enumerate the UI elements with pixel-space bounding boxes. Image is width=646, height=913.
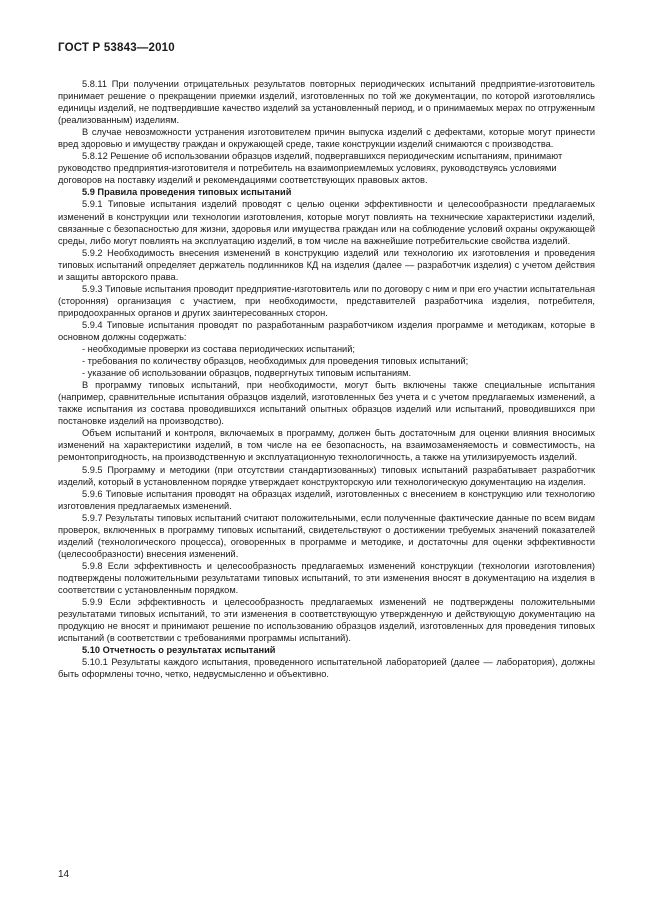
heading-5-9: 5.9 Правила проведения типовых испытаний: [82, 187, 292, 198]
paragraph-5-9-9: 5.9.9 Если эффективность и целесообразность предлагаемых изменений не подтверждены положительными результатами типовых испытаний, то эти изменения в соответствующую утвержденную и действующую документацию на продукцию не вносят и принимают решение по использованию образцов изделий, изготовленных для проведения типовых испытаний (в соответствии с требованиями программы испытаний).: [58, 597, 595, 644]
paragraph-5-9-5: 5.9.5 Программу и методики (при отсутствии стандартизованных) типовых испытаний разрабатывает разработчик изделий, который в установленном порядке утверждает конструкторскую или технологическую документацию на изделия.: [58, 464, 595, 487]
paragraph-5-8-12: 5.8.12 Решение об использовании образцов изделий, подвергавшихся периодическим испытаниям, принимают руководство предприятия-изготовителя и потребитель на взаимоприемлемых условиях, руководствуясь условиями договоров на поставку изделий и рекомендациями соответствующих правовых актов.: [58, 151, 563, 186]
list-item: - необходимые проверки из состава периодических испытаний;: [82, 344, 355, 355]
document-body: [58, 78, 595, 680]
paragraph-5-9-1: 5.9.1 Типовые испытания изделий проводят с целью оценки эффективности и целесообразности предлагаемых изменений в конструкции или технологии изготовления, которые могут повлиять на технические характеристики изделий, связанные с безопасностью для жизни, здоровья или имущества граждан или на соблюдение условий охраны окружающей среды, либо могут повлиять на эксплуатацию изделий, в том числе на важнейшие потребительские свойства изделий.: [58, 199, 595, 246]
document-code: ГОСТ Р 53843—2010: [58, 42, 175, 54]
paragraph-defects: В случае невозможности устранения изготовителем причин выпуска изделий с дефектами, которые могут принести вред здоровью и имуществу граждан и окружающей среде, такие конструкции изделий снимаются с производства.: [58, 127, 595, 150]
list-item: - требования по количеству образцов, необходимых для проведения типовых испытаний;: [82, 356, 469, 367]
paragraph-special-tests: В программу типовых испытаний, при необходимости, могут быть включены также специальные испытания (например, сравнительные испытания образцов изделий, изготовленных без учета и с учетом предлагаемых изменений, а также испытания из состава проводившихся испытаний опытных образцов изделий или испытаний, проводившихся при постановке изделий на производство).: [58, 380, 595, 427]
list-item: - указание об использовании образцов, подвергнутых типовым испытаниям.: [82, 368, 412, 379]
heading-5-10: 5.10 Отчетность о результатах испытаний: [82, 645, 276, 656]
paragraph-5-9-8: 5.9.8 Если эффективность и целесообразность предлагаемых изменений конструкции (технологии изготовления) подтверждены положительными результатами типовых испытаний, то эти изменения вносят в документацию на изделия в соответствии с установленным порядком.: [58, 560, 595, 595]
paragraph-5-9-6: 5.9.6 Типовые испытания проводят на образцах изделий, изготовленных с внесением в конструкцию или технологию изготовления предлагаемых изменений.: [58, 488, 595, 511]
paragraph-5-9-2: 5.9.2 Необходимость внесения изменений в конструкцию изделий или технологию их изготовления и проведения типовых испытаний определяет держатель подлинников КД на изделия (далее — разработчик изделия) с учетом действия и защиты авторского права.: [58, 247, 595, 282]
paragraph-scope: Объем испытаний и контроля, включаемых в программу, должен быть достаточным для оценки влияния вносимых изменений на характеристики изделий, в том числе на ее безопасность, на взаимозаменяемость и совместимость, на ремонтопригодность, на производственную и эксплуатационную технологичность, а также на утилизируемость изделий.: [58, 428, 595, 463]
paragraph-5-9-3: 5.9.3 Типовые испытания проводит предприятие-изготовитель или по договору с ним и при его участии испытательная (сторонняя) организация с участием, при необходимости, представителей разработчика изделия, потребителя, природоохранных органов и других заинтересованных сторон.: [58, 283, 595, 318]
paragraph-5-9-7: 5.9.7 Результаты типовых испытаний считают положительными, если полученные фактические данные по всем видам проверок, включенных в программу типовых испытаний, свидетельствуют о достижении требуемых значений показателей изделий (технологического процесса), оговоренных в программе и методике, и достаточны для оценки эффективности (целесообразности) внесения изменений.: [58, 512, 595, 559]
paragraph-5-9-4: 5.9.4 Типовые испытания проводят по разработанным разработчиком изделия программе и методикам, которые в основном должны содержать:: [58, 319, 595, 342]
paragraph-5-10-1: 5.10.1 Результаты каждого испытания, проведенного испытательной лабораторией (далее — лаборатория), должны быть оформлены точно, четко, недвусмысленно и объективно.: [58, 657, 595, 680]
page-number: 14: [58, 869, 70, 880]
paragraph-5-8-11: 5.8.11 При получении отрицательных результатов повторных периодических испытаний предприятие-изготовитель принимает решение о прекращении приемки изделий, изготовленных по той же документации, по которой изготовлялись единицы изделий, не подтвердившие качество изделий за установленный период, и о принимаемых мерах по отгруженным (реализованным) изделиям.: [58, 79, 595, 126]
